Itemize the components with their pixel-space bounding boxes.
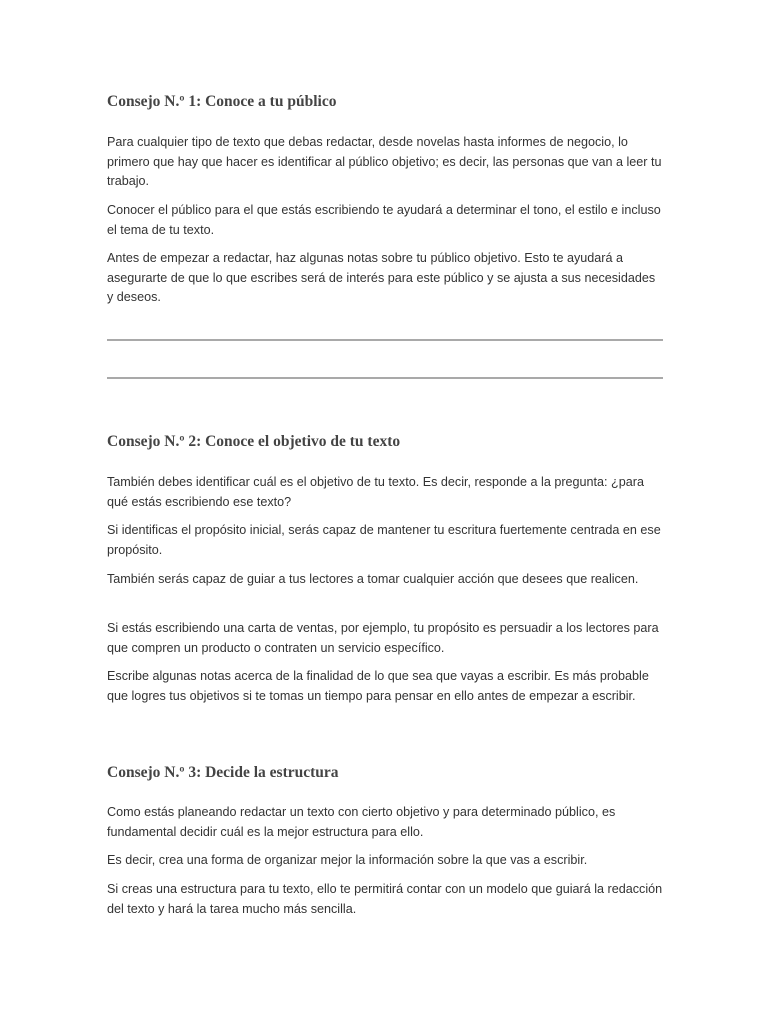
- horizontal-divider-2: [107, 377, 663, 379]
- section-2-paragraph-5: Escribe algunas notas acerca de la finalidad de lo que sea que vayas a escribir. Es más probable que logres tus objetivos si te tomas un tiempo para pensar en ello antes de empezar a escribir.: [107, 669, 649, 703]
- horizontal-divider-1: [107, 339, 663, 341]
- section-1-paragraph-3: Antes de empezar a redactar, haz algunas notas sobre tu público objetivo. Esto te ayudará a asegurarte de que lo que escribes será de interés para este público y se ajusta a sus necesidades y deseos.: [107, 251, 656, 304]
- section-1-paragraph-2: Conocer el público para el que estás escribiendo te ayudará a determinar el tono, el estilo e incluso el tema de tu texto.: [107, 203, 661, 237]
- section-2-paragraph-2: Si identificas el propósito inicial, serás capaz de mantener tu escritura fuertemente centrada en ese propósito.: [107, 523, 661, 557]
- section-3-heading: Consejo N.º 3: Decide la estructura: [107, 764, 339, 781]
- section-2-paragraph-1: También debes identificar cuál es el objetivo de tu texto. Es decir, responde a la pregunta: ¿para qué estás escribiendo ese texto?: [107, 475, 644, 509]
- section-3-paragraph-3: Si creas una estructura para tu texto, ello te permitirá contar con un modelo que guiará la redacción del texto y hará la tarea mucho más sencilla.: [107, 882, 663, 916]
- section-2-paragraph-4: Si estás escribiendo una carta de ventas, por ejemplo, tu propósito es persuadir a los lectores para que compren un producto o contraten un servicio específico.: [107, 621, 659, 655]
- section-3-paragraph-2: Es decir, crea una forma de organizar mejor la información sobre la que vas a escribir.: [107, 853, 588, 867]
- section-2-heading: Consejo N.º 2: Conoce el objetivo de tu texto: [107, 433, 401, 450]
- section-3-paragraph-1: Como estás planeando redactar un texto con cierto objetivo y para determinado público, es fundamental decidir cuál es la mejor estructura para ello.: [107, 805, 616, 839]
- section-1-paragraph-1: Para cualquier tipo de texto que debas redactar, desde novelas hasta informes de negocio, lo primero que hay que hacer es identificar al público objetivo; es decir, las personas que van a leer tu trabajo.: [107, 135, 662, 188]
- section-1-heading: Consejo N.º 1: Conoce a tu público: [107, 93, 337, 110]
- section-2-paragraph-3: También serás capaz de guiar a tus lectores a tomar cualquier acción que desees que realicen.: [107, 572, 639, 586]
